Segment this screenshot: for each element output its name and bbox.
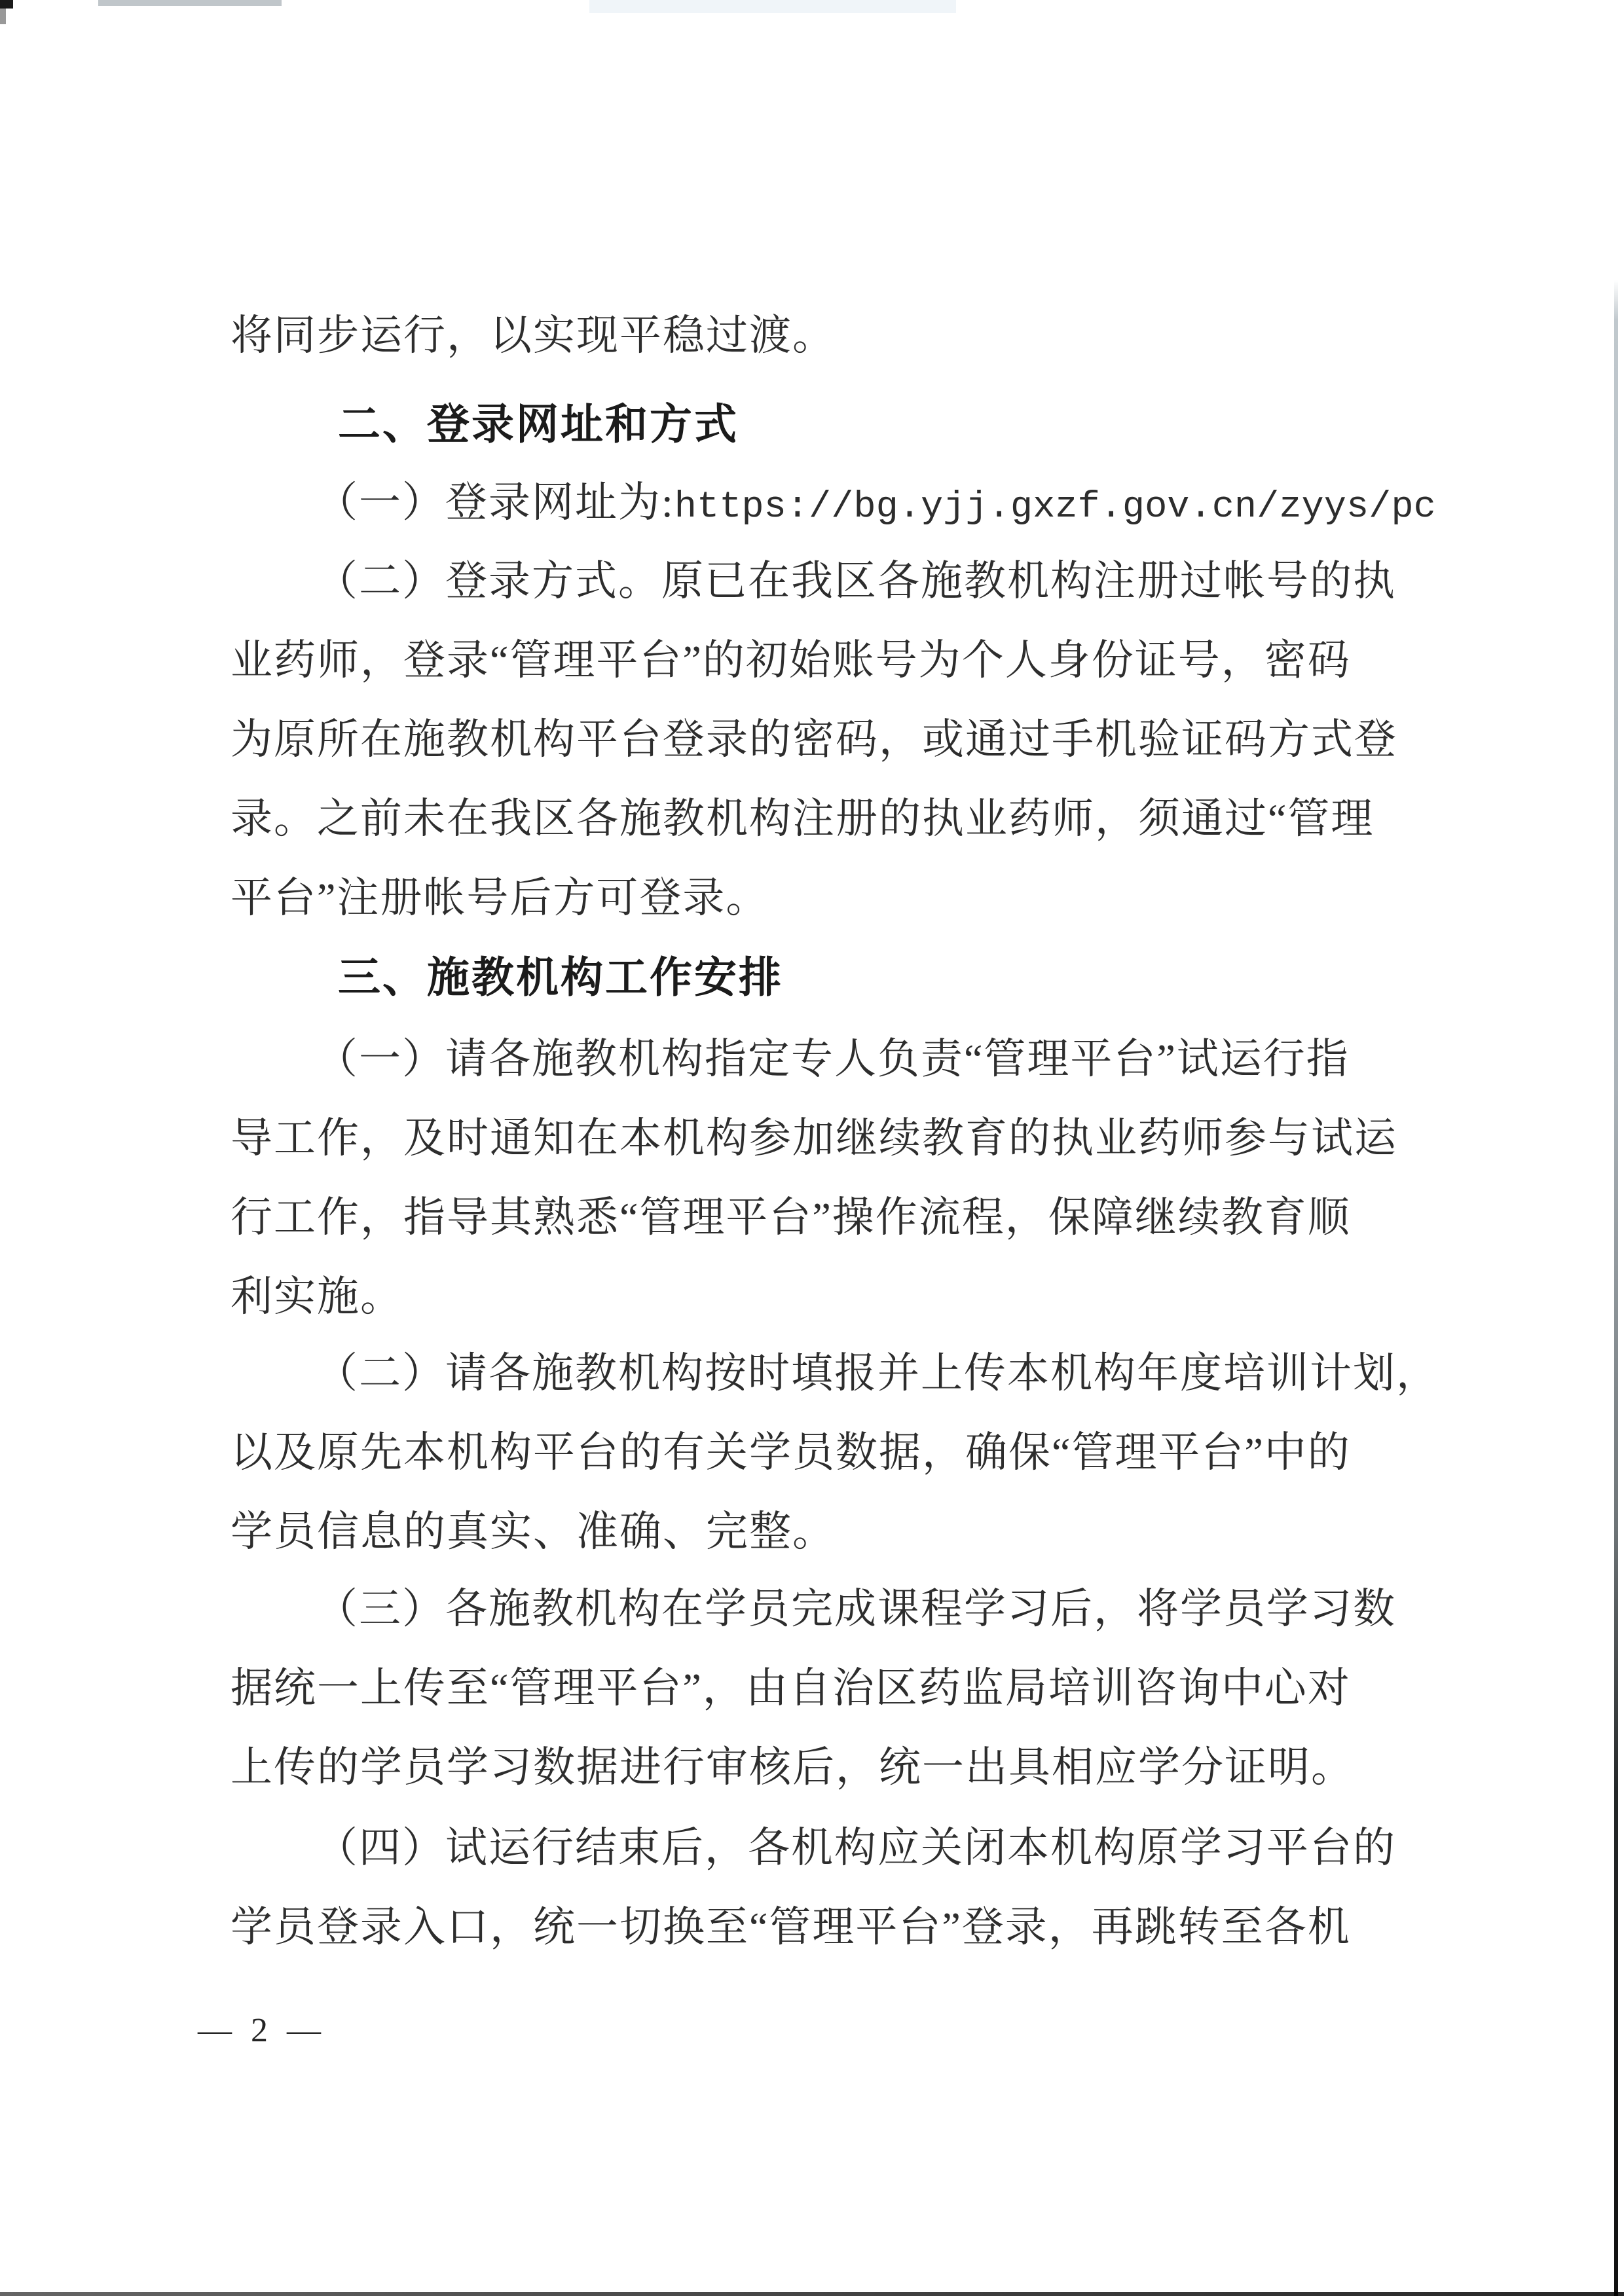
paragraph-data-upload-plan [231,1334,1439,1571]
scan-artifact-corner-tail [0,9,6,24]
paragraph-line: 行工作，指导其熟悉“管理平台”操作流程，保障继续教育顺 [231,1194,1351,1241]
paragraph-line: 录。之前未在我区各施教机构注册的执业药师，须通过“管理 [231,795,1375,842]
section3-heading: 三、施教机构工作安排 [338,953,784,1001]
paragraph-line: 利实施。 [231,1273,403,1320]
paragraph-line: 为原所在施教机构平台登录的密码，或通过手机验证码方式登 [231,716,1397,763]
paragraph-credit-certification [231,1569,1409,1807]
paragraph-line: （四）试运行结束后，各机构应关闭本机构原学习平台的 [316,1825,1396,1871]
scan-artifact-corner-mark [0,0,13,9]
login-url: https://bg.yjj.gxzf.gov.cn/zyys/pc [674,486,1436,528]
login-url-prefix: （一）登录网址为: [316,479,674,526]
paragraph-line: 以及原先本机构平台的有关学员数据，确保“管理平台”中的 [231,1429,1351,1476]
paragraph-line: （一）请各施教机构指定专人负责“管理平台”试运行指 [316,1036,1350,1082]
paragraph-login-method [231,541,1409,938]
page-footer [198,2011,326,2050]
scan-artifact-top-streak [98,0,282,6]
paragraph-line: （二）登录方式。原已在我区各施教机构注册过帐号的执 [316,558,1396,604]
paragraph-line: 据统一上传至“管理平台”，由自治区药监局培训咨询中心对 [231,1665,1351,1711]
paragraph-trial-guidance [231,1019,1409,1336]
scan-artifact-bottom-edge [0,2292,1624,2296]
paragraph-line: 导工作，及时通知在本机构参加继续教育的执业药师参与试运 [231,1115,1397,1161]
paragraph-line: 上传的学员学习数据进行审核后，统一出具相应学分证明。 [231,1744,1354,1791]
paragraph-line: （三）各施教机构在学员完成课程学习后，将学员学习数 [316,1586,1396,1632]
scan-artifact-page-edge-shadow [1614,280,1618,2296]
paragraph-line: 平台”注册帐号后方可登录。 [231,875,769,921]
scan-artifact-top-tint [589,0,956,13]
paragraph-line: （二）请各施教机构按时填报并上传本机构年度培训计划， [316,1350,1439,1396]
login-url-line [231,463,1494,542]
page-number: — 2 — [198,2012,326,2049]
paragraph-line: 业药师，登录“管理平台”的初始账号为个人身份证号，密码 [231,637,1351,683]
paragraph-platform-switch [231,1808,1409,1967]
paragraph-line: 学员登录入口，统一切换至“管理平台”登录，再跳转至各机 [231,1904,1351,1950]
paragraph-line-continuation: 将同步运行，以实现平稳过渡。 [231,312,836,359]
paragraph-line: 学员信息的真实、准确、完整。 [231,1508,836,1555]
section2-heading: 二、登录网址和方式 [338,400,739,448]
